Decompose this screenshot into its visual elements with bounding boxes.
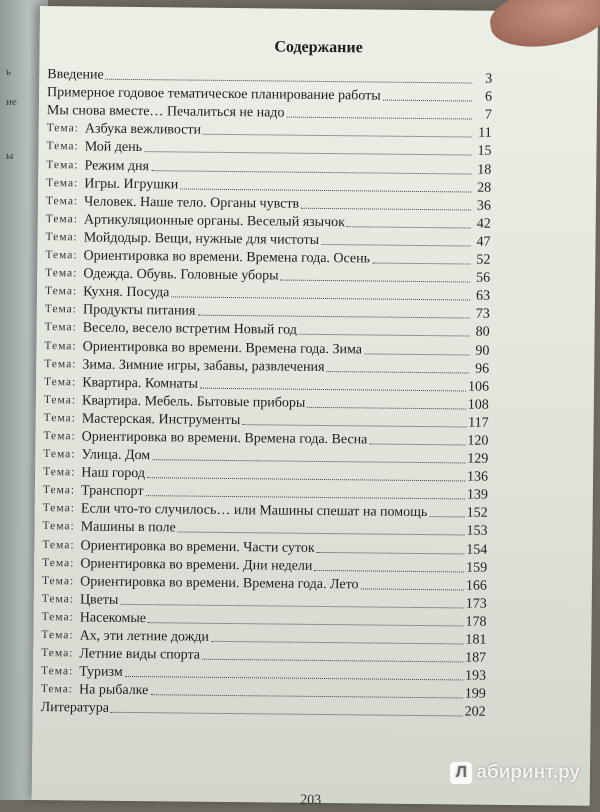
toc-entry-page: 63 [475, 288, 491, 304]
toc-entry-page: 96 [475, 361, 490, 377]
toc-entry-title: Ориентировка во времени. Времена года. Зима [82, 338, 363, 357]
toc-entry-title: Игры. Игрушки [84, 176, 179, 193]
toc-dot-leader [361, 588, 464, 590]
toc-entry-prefix: Тема: [41, 610, 74, 624]
toc-entry-title: Машины в поле [80, 519, 176, 536]
toc-entry-prefix: Тема: [41, 574, 75, 588]
toc-entry-page: 15 [477, 144, 492, 160]
toc-entry-prefix: Тема: [46, 158, 79, 171]
toc-entry-page: 154 [466, 542, 488, 558]
toc-entry-title: Транспорт [81, 483, 144, 500]
toc-dot-leader [203, 134, 472, 138]
toc-entry-prefix: Тема: [44, 285, 78, 298]
toc-entry-title: Улица. Дом [81, 447, 151, 464]
toc-entry-title: Одежда. Обувь. Головные уборы [83, 266, 279, 284]
watermark-text: абиринт.ру [476, 762, 580, 783]
toc-entry-page: 136 [467, 469, 489, 485]
toc-dot-leader [317, 551, 465, 554]
toc-dot-leader [111, 712, 463, 717]
toc-entry-prefix: Тема: [46, 140, 79, 153]
toc-entry-prefix: Тема: [44, 375, 77, 389]
toc-entry-page: 6 [484, 89, 493, 105]
toc-entry-title: На рыбалке [78, 682, 149, 699]
toc-entry-prefix: Тема: [42, 502, 76, 515]
toc-entry-page: 193 [464, 668, 487, 684]
toc-dot-leader [364, 353, 469, 355]
toc-entry-prefix: Тема: [45, 249, 78, 262]
left-page-mark: ь [6, 66, 12, 78]
toc-entry-title: Человек. Наше тело. Органы чувств [84, 194, 300, 212]
toc-entry-title: Туризм [79, 664, 123, 681]
toc-entry-page: 47 [476, 234, 491, 250]
toc-entry-prefix: Тема: [40, 665, 74, 678]
toc-entry-page: 159 [466, 560, 488, 576]
toc-entry-prefix: Тема: [46, 122, 79, 135]
toc-entry-prefix: Тема: [42, 484, 76, 497]
toc-dot-leader [326, 371, 469, 373]
toc-entry-title: Ориентировка во времени. Части суток [80, 537, 315, 556]
toc-entry-prefix: Тема: [43, 466, 76, 479]
toc-entry-page: 139 [466, 487, 488, 503]
toc-entry-page: 108 [467, 397, 489, 413]
toc-entry-page: 3 [485, 71, 493, 87]
toc-entry-page: 129 [467, 451, 489, 467]
toc-entry-prefix: Тема: [42, 556, 75, 570]
toc-entry-page: 73 [475, 306, 490, 323]
book-page [32, 6, 598, 806]
toc-entry-title: Весело, весело встретим Новый год [82, 320, 298, 339]
toc-entry-title: Цветы [79, 592, 119, 608]
toc-entry-prefix: Тема: [44, 339, 77, 352]
toc-entry-title: Ориентировка во времени. Времена года. Весна [81, 429, 368, 448]
toc-dot-leader [321, 244, 470, 247]
toc-dot-leader [383, 100, 472, 102]
toc-entry-page: 152 [466, 505, 488, 522]
toc-entry-title: Примерное годовое тематическое планирование работы [47, 85, 381, 104]
toc-entry-title: Режим дня [84, 158, 150, 174]
toc-dot-leader [202, 659, 463, 663]
toc-entry-title: Артикуляционные органы. Веселый язычок [83, 212, 346, 231]
toc-dot-leader [347, 226, 471, 228]
page-title: Содержание [274, 38, 363, 57]
toc-entry-page: 42 [476, 216, 491, 232]
toc-entry-page: 52 [476, 252, 491, 268]
toc-entry-page: 120 [467, 433, 489, 449]
watermark-logo-icon: Л [450, 762, 472, 784]
toc-entry-title: Квартира. Мебель. Бытовые приборы [81, 393, 306, 411]
toc-entry-title: Ах, эти летние дожди [79, 628, 209, 645]
toc-entry-prefix: Тема: [45, 212, 79, 226]
toc-entry-title: Ориентировка во времени. Времена года. Лето [80, 574, 359, 593]
toc-entry-page: 7 [484, 107, 492, 124]
toc-entry-prefix: Тема: [43, 411, 76, 425]
toc-entry-title: Летние виды спорта [79, 646, 201, 663]
toc-entry-title: Если что-то случилось… или Машины спешат на помощь [80, 501, 428, 521]
toc-dot-leader [301, 207, 471, 210]
toc-entry-title: Мастерская. Инструменты [81, 411, 241, 428]
toc-entry-page: 166 [465, 578, 488, 594]
left-page-mark: ы [6, 150, 14, 162]
toc-dot-leader [369, 443, 465, 445]
toc-entry-title: Литература [40, 700, 110, 717]
toc-entry-title: Мы снова вместе… Печалиться не надо [46, 103, 285, 121]
toc-entry-title: Зима. Зимние игры, забавы, развлечения [82, 357, 325, 375]
toc-entry-title: Квартира. Комнаты [82, 375, 199, 392]
toc-entry-prefix: Тема: [41, 592, 75, 606]
toc-dot-leader [242, 424, 466, 427]
toc-entry-prefix: Тема: [41, 629, 74, 642]
toc-entry-prefix: Тема: [45, 267, 78, 280]
toc-dot-leader [281, 280, 471, 283]
toc-entry-title: Азбука вежливости [84, 121, 202, 139]
toc-entry-page: 202 [464, 704, 486, 721]
toc-entry-page: 187 [465, 650, 487, 666]
table-of-contents [41, 64, 493, 720]
toc-entry-page: 18 [477, 162, 492, 178]
toc-entry-prefix: Тема: [44, 303, 78, 316]
toc-entry-title: Мой день [84, 139, 143, 156]
toc-dot-leader [299, 334, 470, 337]
toc-entry-prefix: Тема: [43, 448, 76, 461]
toc-entry-prefix: Тема: [44, 321, 77, 334]
toc-entry-page: 153 [466, 523, 488, 540]
toc-entry-title: Введение [47, 67, 104, 83]
watermark [450, 762, 580, 784]
toc-entry-prefix: Тема: [42, 520, 75, 533]
toc-entry-prefix: Тема: [42, 538, 75, 551]
toc-entry-title: Кухня. Посуда [83, 284, 170, 301]
toc-entry-prefix: Тема: [44, 357, 77, 370]
toc-entry-page: 36 [476, 198, 492, 214]
toc-entry-prefix: Тема: [46, 176, 79, 190]
page-number: 203 [300, 792, 322, 808]
toc-entry-page: 80 [475, 324, 490, 341]
toc-entry-prefix: Тема: [45, 231, 78, 244]
toc-dot-leader [180, 188, 471, 192]
toc-entry-title: Продукты питания [82, 302, 196, 319]
toc-dot-leader [307, 407, 466, 410]
toc-entry-page: 117 [468, 415, 489, 431]
toc-entry-prefix: Тема: [41, 647, 74, 660]
toc-entry-page: 178 [465, 614, 487, 630]
toc-entry-prefix: Тема: [45, 194, 79, 208]
toc-entry [41, 697, 486, 720]
toc-entry-page: 56 [476, 270, 491, 286]
toc-dot-leader [178, 532, 465, 536]
toc-entry-title: Мойдодыр. Вещи, нужные для чистоты [83, 230, 320, 248]
toc-entry-title: Наш город [81, 465, 146, 482]
toc-entry-page: 106 [467, 379, 490, 395]
toc-dot-leader [372, 263, 470, 265]
toc-entry-page: 28 [477, 180, 492, 196]
toc-entry-title: Ориентировка во времени. Дни недели [80, 556, 313, 574]
toc-entry-prefix: Тема: [43, 430, 76, 443]
toc-entry-prefix: Тема: [40, 683, 74, 696]
toc-dot-leader [314, 570, 464, 573]
toc-entry-prefix: Тема: [43, 393, 77, 407]
toc-entry-title: Ориентировка во времени. Времена года. Осень [83, 248, 371, 267]
toc-dot-leader [286, 117, 471, 120]
left-page-mark: ие [6, 96, 17, 108]
toc-dot-leader [200, 387, 466, 391]
toc-entry-page: 199 [464, 686, 486, 702]
toc-entry-page: 181 [465, 632, 487, 648]
toc-entry-title: Насекомые [79, 610, 147, 627]
toc-entry-page: 11 [478, 125, 492, 142]
toc-dot-leader [211, 641, 463, 645]
toc-entry-page: 90 [475, 343, 490, 359]
toc-dot-leader [429, 516, 464, 517]
toc-dot-leader [197, 315, 469, 319]
toc-entry-page: 173 [465, 596, 487, 612]
